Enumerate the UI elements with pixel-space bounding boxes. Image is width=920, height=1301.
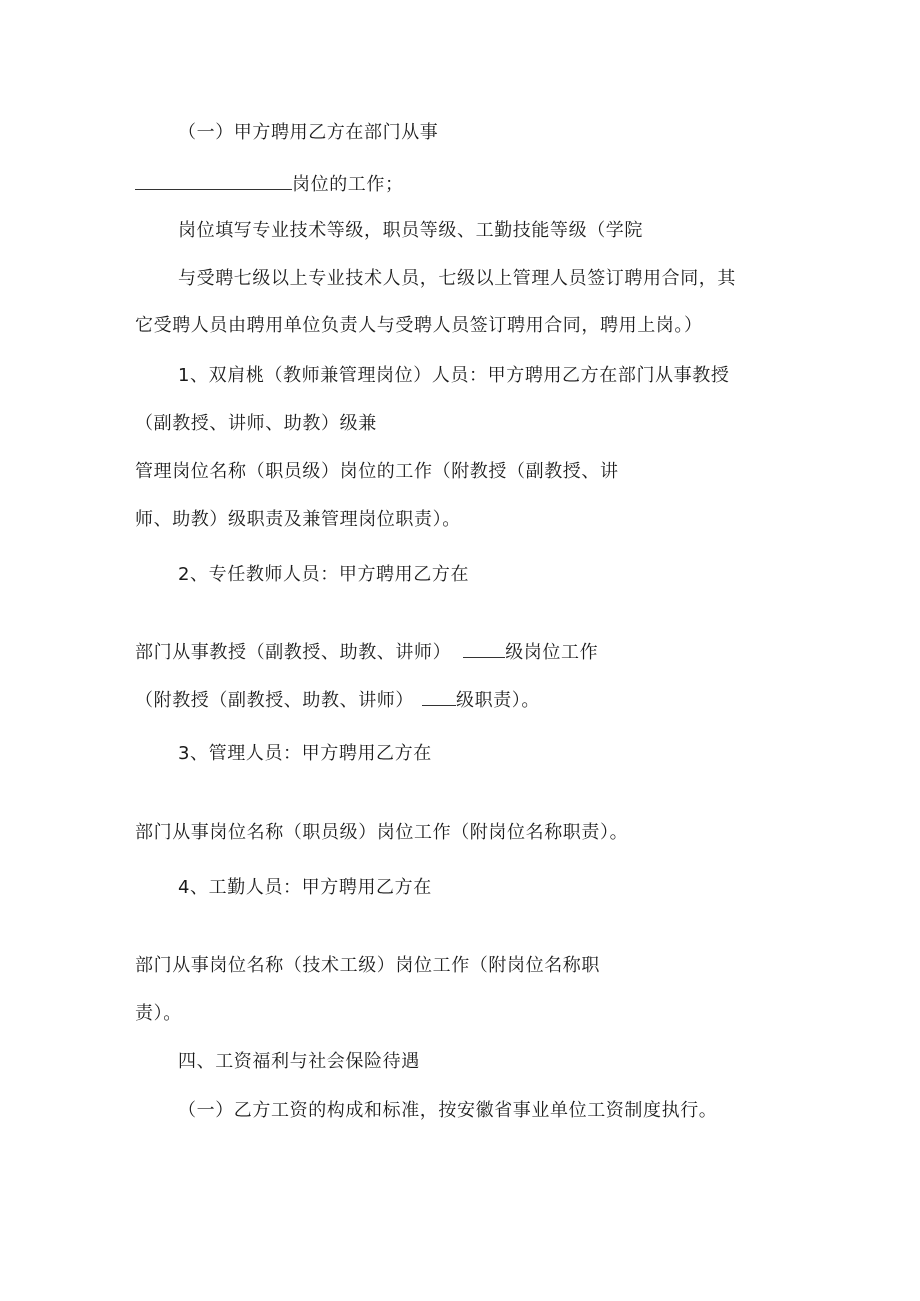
item-3-line: 3、管理人员：甲方聘用乙方在 — [178, 743, 432, 764]
item-4-line: 责）。 — [135, 1003, 182, 1024]
item-4-line: 部门从事岗位名称（技术工级）岗位工作（附岗位名称职 — [135, 955, 600, 976]
post-note-line: 与受聘七级以上专业技术人员，七级以上管理人员签订聘用合同，其 — [178, 268, 736, 289]
item-2-line — [135, 688, 540, 713]
fill-in-blank — [422, 688, 456, 706]
item-2-text-a: （附教授（副教授、助教、讲师） — [135, 690, 414, 711]
item-2-text-a: 部门从事教授（副教授、助教、讲师） — [135, 642, 452, 663]
post-note-line: 它受聘人员由聘用单位负责人与受聘人员签订聘用合同，聘用上岗。） — [135, 315, 703, 336]
item-4-line: 4、工勤人员：甲方聘用乙方在 — [178, 877, 432, 898]
post-line-text: 岗位的工作； — [292, 174, 404, 195]
item-2-line: 2、专任教师人员：甲方聘用乙方在 — [178, 564, 470, 585]
item-1-line: （副教授、讲师、助教）级兼 — [135, 413, 377, 434]
post-note-line: 岗位填写专业技术等级，职员等级、工勤技能等级（学院 — [178, 220, 643, 241]
item-3-line: 部门从事岗位名称（职员级）岗位工作（附岗位名称职责）。 — [135, 822, 629, 843]
item-1-line: 师、助教）级职责及兼管理岗位职责）。 — [135, 509, 461, 530]
post-line — [135, 172, 404, 197]
item-2-line — [135, 640, 598, 665]
salary-clause-line: （一）乙方工资的构成和标准，按安徽省事业单位工资制度执行。 — [178, 1100, 718, 1121]
item-1-line: 1、双肩桃（教师兼管理岗位）人员：甲方聘用乙方在部门从事教授 — [178, 365, 730, 386]
item-2-text-b: 级职责）。 — [456, 690, 540, 711]
fill-in-blank — [135, 172, 292, 190]
item-1-line: 管理岗位名称（职员级）岗位的工作（附教授（副教授、讲 — [135, 461, 619, 482]
item-2-text-b: 级岗位工作 — [505, 642, 599, 663]
section-heading: 四、工资福利与社会保险待遇 — [178, 1051, 420, 1072]
fill-in-blank — [463, 640, 505, 658]
clause-1-line: （一）甲方聘用乙方在部门从事 — [178, 122, 439, 143]
